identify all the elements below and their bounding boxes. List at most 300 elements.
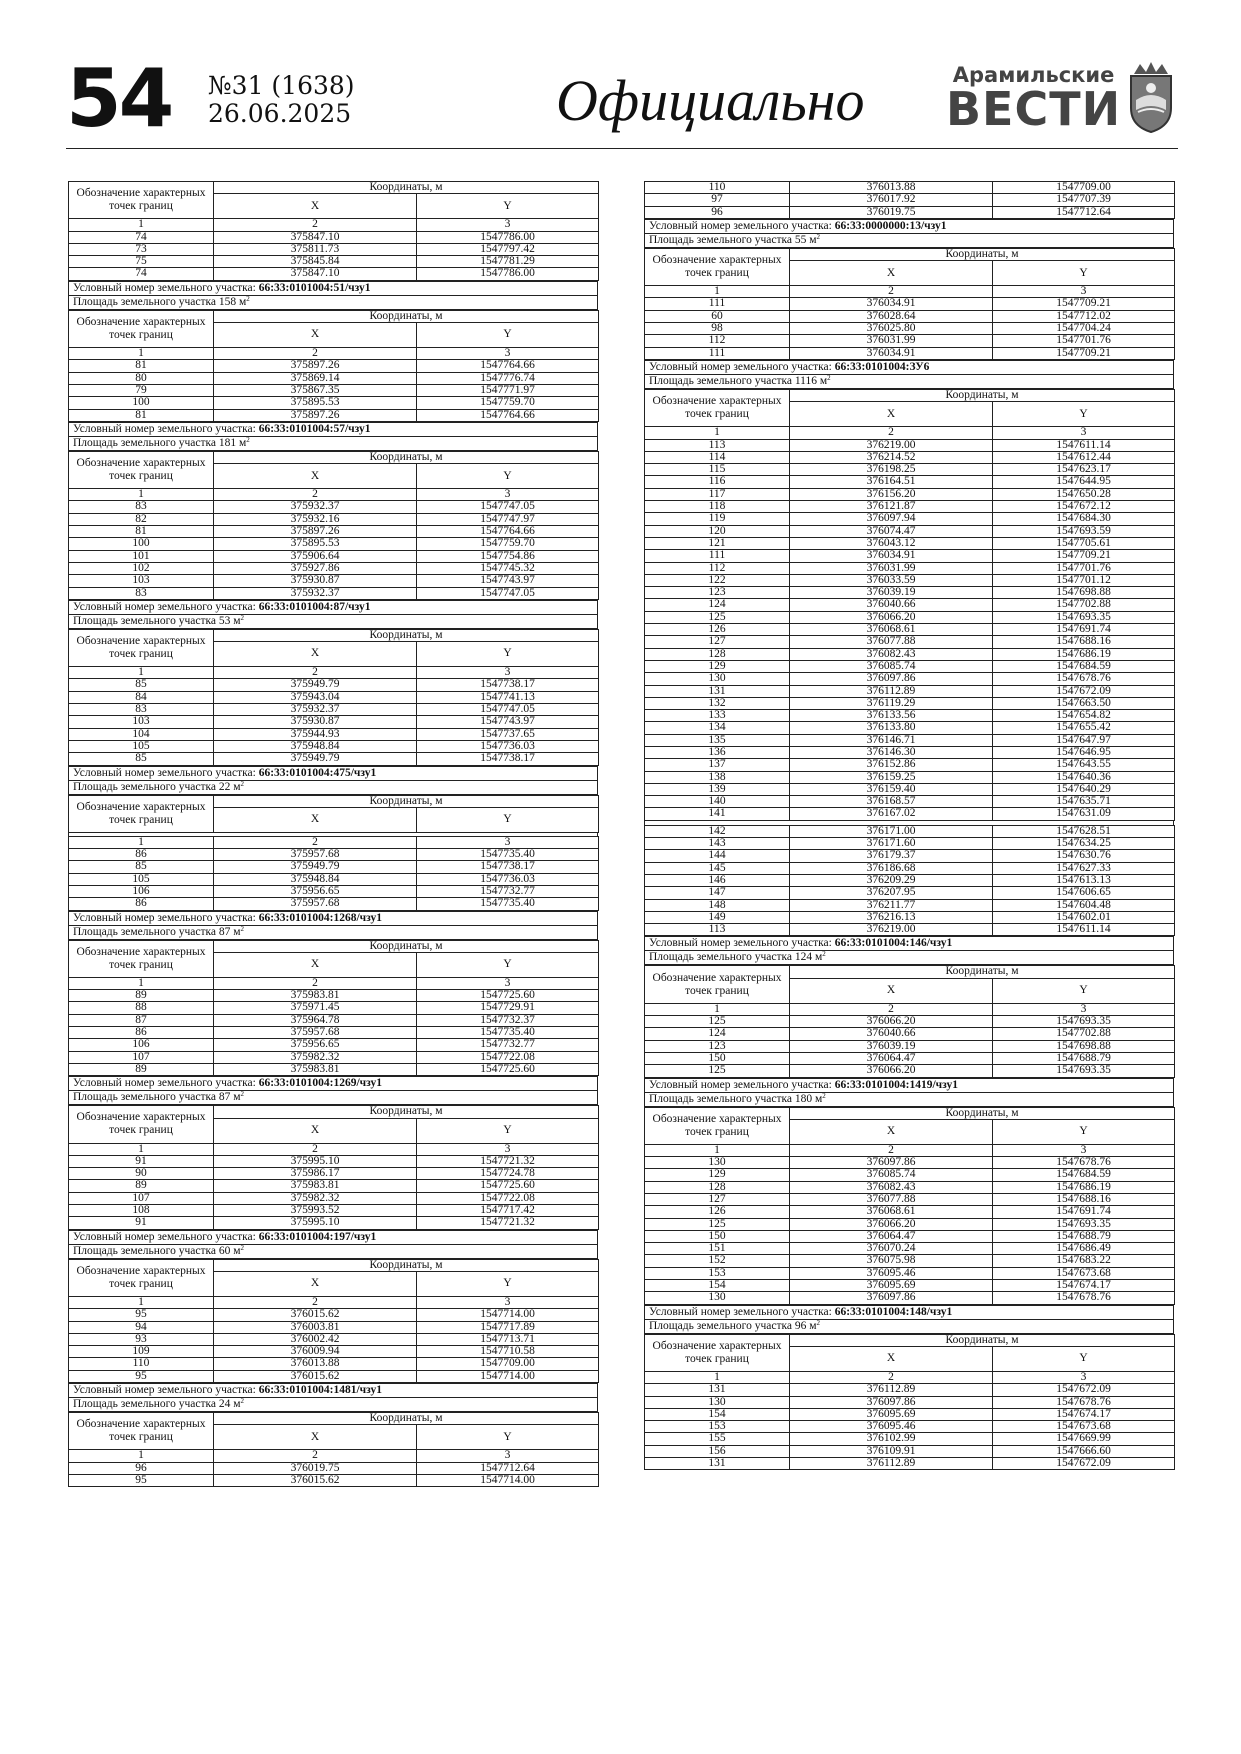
y-coordinate: 1547606.65 [993, 887, 1175, 899]
parcel-area-line [644, 1320, 1174, 1334]
x-coordinate: 376168.57 [790, 796, 993, 808]
parcel-number-line [68, 1076, 598, 1091]
x-coordinate: 376017.92 [790, 194, 993, 206]
table-row [645, 323, 1175, 335]
parcel-number-line [68, 422, 598, 437]
table-row [645, 488, 1175, 500]
point-id: 109 [69, 1346, 214, 1358]
x-coordinate: 375897.26 [214, 360, 417, 372]
issue-number: №31 (1638) [208, 71, 355, 100]
y-coordinate: 1547623.17 [993, 464, 1175, 476]
x-coordinate: 375847.10 [214, 231, 417, 243]
table-row [645, 874, 1175, 886]
coords-header: Координаты, м [790, 1334, 1175, 1346]
y-coordinate: 1547709.00 [417, 1358, 599, 1370]
parcel-number-line [644, 1078, 1174, 1093]
column-number: 2 [214, 1296, 417, 1308]
x-coordinate: 375897.26 [214, 409, 417, 421]
parcel-area-line [68, 1091, 598, 1105]
parcel-number-line [644, 360, 1174, 375]
parcel-number-line [644, 219, 1174, 234]
point-id: 107 [69, 1192, 214, 1204]
parcel-area: Площадь земельного участка 96 м [649, 1319, 817, 1332]
table-row [645, 562, 1175, 574]
y-coordinate: 1547635.71 [993, 796, 1175, 808]
parcel-area: Площадь земельного участка 158 м [73, 295, 247, 308]
table-header-row [69, 1413, 599, 1425]
table-header-row [645, 1334, 1175, 1346]
y-coordinate: 1547686.49 [993, 1243, 1175, 1255]
x-coordinate: 376095.69 [790, 1280, 993, 1292]
coordinates-table [68, 629, 599, 766]
y-coordinate: 1547759.70 [417, 397, 599, 409]
point-id: 91 [69, 1217, 214, 1229]
area-unit-superscript: 2 [827, 374, 831, 382]
point-id: 93 [69, 1333, 214, 1345]
x-coordinate: 375906.64 [214, 550, 417, 562]
point-id: 110 [69, 1358, 214, 1370]
point-id: 103 [69, 716, 214, 728]
column-number: 1 [645, 1371, 790, 1383]
point-id: 127 [645, 636, 790, 648]
column-number: 1 [69, 219, 214, 231]
parcel-area-line [644, 375, 1174, 389]
y-coordinate: 1547797.42 [417, 243, 599, 255]
table-row [645, 1194, 1175, 1206]
coordinates-table [644, 965, 1175, 1077]
x-coordinate: 376095.46 [790, 1267, 993, 1279]
table-row [69, 372, 599, 384]
table-row [645, 734, 1175, 746]
point-id: 138 [645, 771, 790, 783]
point-id: 107 [69, 1051, 214, 1063]
y-coordinate: 1547701.12 [993, 574, 1175, 586]
y-coordinate: 1547650.28 [993, 488, 1175, 500]
parcel-number-line [68, 1383, 598, 1398]
point-id: 86 [69, 1027, 214, 1039]
x-coordinate: 376186.68 [790, 862, 993, 874]
point-id: 125 [645, 1065, 790, 1077]
x-coordinate: 376198.25 [790, 464, 993, 476]
column-number-row [645, 1371, 1175, 1383]
point-id: 148 [645, 899, 790, 911]
points-header: Обозначение характерных точек границ [645, 248, 790, 285]
table-header-row [69, 182, 599, 194]
coords-header: Координаты, м [214, 182, 599, 194]
y-coordinate: 1547741.13 [417, 691, 599, 703]
table-row [69, 728, 599, 740]
coordinates-table [644, 1107, 1175, 1305]
table-row [645, 611, 1175, 623]
coords-header: Координаты, м [214, 795, 599, 807]
table-row [645, 1206, 1175, 1218]
y-coordinate: 1547724.78 [417, 1168, 599, 1180]
column-number: 1 [69, 667, 214, 679]
point-id: 113 [645, 924, 790, 936]
y-coordinate: 1547743.97 [417, 575, 599, 587]
point-id: 152 [645, 1255, 790, 1267]
point-id: 105 [69, 740, 214, 752]
table-row [69, 587, 599, 599]
table-row [645, 194, 1175, 206]
y-coordinate: 1547722.08 [417, 1192, 599, 1204]
point-id: 112 [645, 335, 790, 347]
column-number: 3 [417, 1296, 599, 1308]
table-row [69, 679, 599, 691]
point-id: 83 [69, 587, 214, 599]
y-coordinate: 1547646.95 [993, 746, 1175, 758]
point-id: 80 [69, 372, 214, 384]
point-id: 133 [645, 710, 790, 722]
area-unit-superscript: 2 [240, 1244, 245, 1252]
point-id: 131 [645, 1458, 790, 1470]
table-row [645, 1052, 1175, 1064]
x-coordinate: 376133.80 [790, 722, 993, 734]
point-id: 120 [645, 525, 790, 537]
y-header: Y [417, 1425, 599, 1450]
point-id: 103 [69, 575, 214, 587]
point-id: 86 [69, 898, 214, 910]
point-id: 123 [645, 587, 790, 599]
table-row [645, 1230, 1175, 1242]
y-header: Y [417, 1271, 599, 1296]
parcel-area: Площадь земельного участка 87 м [73, 1091, 241, 1104]
table-row [69, 501, 599, 513]
points-header: Обозначение характерных точек границ [69, 1106, 214, 1143]
table-row [645, 808, 1175, 820]
x-coordinate: 375897.26 [214, 526, 417, 538]
column-number: 1 [69, 836, 214, 848]
y-header: Y [993, 261, 1175, 286]
table-row [645, 501, 1175, 513]
point-id: 60 [645, 310, 790, 322]
parcel-label: Условный номер земельного участка: [649, 219, 835, 232]
y-coordinate: 1547604.48 [993, 899, 1175, 911]
point-id: 84 [69, 691, 214, 703]
area-unit-superscript: 2 [822, 1092, 826, 1100]
y-header: Y [417, 642, 599, 667]
coords-header: Координаты, м [790, 966, 1175, 978]
table-header-row [645, 248, 1175, 260]
y-coordinate: 1547693.35 [993, 1065, 1175, 1077]
point-id: 130 [645, 1292, 790, 1304]
y-coordinate: 1547759.70 [417, 538, 599, 550]
x-coordinate: 376064.47 [790, 1230, 993, 1242]
table-row [645, 862, 1175, 874]
point-id: 91 [69, 1155, 214, 1167]
parcel-area-line [644, 951, 1174, 965]
coords-header: Координаты, м [790, 389, 1175, 401]
x-coordinate: 376171.00 [790, 825, 993, 837]
y-coordinate: 1547786.00 [417, 268, 599, 280]
parcel-number: 66:33:0101004:1419/чзу1 [834, 1078, 959, 1091]
x-coordinate: 376077.88 [790, 1194, 993, 1206]
x-coordinate: 376077.88 [790, 636, 993, 648]
point-id: 124 [645, 599, 790, 611]
point-id: 108 [69, 1205, 214, 1217]
y-coordinate: 1547764.66 [417, 360, 599, 372]
x-coordinate: 376112.89 [790, 685, 993, 697]
x-coordinate: 376028.64 [790, 310, 993, 322]
x-coordinate: 376066.20 [790, 611, 993, 623]
table-row [645, 182, 1175, 194]
x-header: X [214, 1271, 417, 1296]
coordinates-table [644, 248, 1175, 360]
table-row [645, 1384, 1175, 1396]
x-coordinate: 376019.75 [214, 1462, 417, 1474]
y-coordinate: 1547643.55 [993, 759, 1175, 771]
parcel-number-line [68, 1230, 598, 1245]
parcel-area-line [68, 926, 598, 940]
y-coordinate: 1547747.97 [417, 513, 599, 525]
point-id: 100 [69, 397, 214, 409]
parcel-area: Площадь земельного участка 55 м [649, 233, 817, 246]
x-coordinate: 375956.65 [214, 885, 417, 897]
point-id: 82 [69, 513, 214, 525]
y-coordinate: 1547709.21 [993, 347, 1175, 359]
points-header: Обозначение характерных точек границ [69, 795, 214, 832]
y-header: Y [993, 1346, 1175, 1371]
table-row [645, 850, 1175, 862]
y-coordinate: 1547674.17 [993, 1408, 1175, 1420]
parcel-number-line [68, 766, 598, 781]
x-coordinate: 375982.32 [214, 1051, 417, 1063]
x-coordinate: 376068.61 [790, 624, 993, 636]
x-coordinate: 376219.00 [790, 924, 993, 936]
parcel-label: Условный номер земельного участка: [73, 766, 259, 779]
point-id: 156 [645, 1445, 790, 1457]
table-row [645, 513, 1175, 525]
column-number: 2 [214, 219, 417, 231]
x-coordinate: 375867.35 [214, 384, 417, 396]
point-id: 117 [645, 488, 790, 500]
parcel-area-line [68, 296, 598, 310]
y-coordinate: 1547725.60 [417, 1063, 599, 1075]
y-coordinate: 1547709.21 [993, 298, 1175, 310]
column-number: 1 [69, 1450, 214, 1462]
x-coordinate: 376066.20 [790, 1016, 993, 1028]
table-row [645, 1433, 1175, 1445]
y-coordinate: 1547683.22 [993, 1255, 1175, 1267]
column-number: 1 [645, 286, 790, 298]
y-coordinate: 1547764.66 [417, 526, 599, 538]
y-coordinate: 1547732.77 [417, 1039, 599, 1051]
coords-header: Координаты, м [790, 248, 1175, 260]
column-number: 3 [417, 836, 599, 848]
x-coordinate: 376082.43 [790, 1181, 993, 1193]
column-number: 1 [69, 977, 214, 989]
y-coordinate: 1547613.13 [993, 874, 1175, 886]
point-id: 155 [645, 1433, 790, 1445]
y-coordinate: 1547686.19 [993, 1181, 1175, 1193]
point-id: 127 [645, 1194, 790, 1206]
y-coordinate: 1547698.88 [993, 587, 1175, 599]
table-header-row [69, 629, 599, 641]
parcel-number: 66:33:0101004:197/чзу1 [258, 1230, 377, 1243]
x-coordinate: 375930.87 [214, 716, 417, 728]
table-row [69, 704, 599, 716]
x-header: X [790, 261, 993, 286]
x-coordinate: 376216.13 [790, 911, 993, 923]
x-coordinate: 376146.71 [790, 734, 993, 746]
table-row [645, 1421, 1175, 1433]
coordinates-table [68, 181, 599, 281]
points-header: Обозначение характерных точек границ [69, 1413, 214, 1450]
y-coordinate: 1547672.09 [993, 1458, 1175, 1470]
area-unit-superscript: 2 [240, 925, 245, 933]
x-coordinate: 375957.68 [214, 849, 417, 861]
coords-header: Координаты, м [790, 1107, 1175, 1119]
column-number: 3 [417, 667, 599, 679]
column-number: 2 [214, 1450, 417, 1462]
point-id: 100 [69, 538, 214, 550]
point-id: 153 [645, 1421, 790, 1433]
point-id: 85 [69, 753, 214, 765]
y-coordinate: 1547747.05 [417, 501, 599, 513]
point-id: 122 [645, 574, 790, 586]
column-number-row [69, 977, 599, 989]
table-row [69, 575, 599, 587]
points-header: Обозначение характерных точек границ [645, 389, 790, 426]
y-header: Y [417, 464, 599, 489]
x-coordinate: 375927.86 [214, 562, 417, 574]
table-row [645, 1016, 1175, 1028]
point-id: 104 [69, 728, 214, 740]
x-coordinate: 376040.66 [790, 1028, 993, 1040]
column-number: 2 [214, 836, 417, 848]
column-number: 1 [69, 348, 214, 360]
column-number: 2 [214, 1143, 417, 1155]
point-id: 150 [645, 1052, 790, 1064]
x-coordinate: 376119.29 [790, 697, 993, 709]
table-row [645, 722, 1175, 734]
y-coordinate: 1547678.76 [993, 1396, 1175, 1408]
parcel-number-line [68, 600, 598, 615]
parcel-label: Условный номер земельного участка: [73, 281, 259, 294]
point-id: 121 [645, 537, 790, 549]
table-row [69, 849, 599, 861]
point-id: 73 [69, 243, 214, 255]
table-row [69, 861, 599, 873]
area-unit-superscript: 2 [822, 951, 826, 959]
table-row [645, 825, 1175, 837]
table-row [645, 783, 1175, 795]
table-row [69, 1155, 599, 1167]
point-id: 112 [645, 562, 790, 574]
table-header-row [69, 940, 599, 952]
parcel-label: Условный номер земельного участка: [73, 911, 259, 924]
table-row [645, 439, 1175, 451]
y-coordinate: 1547654.82 [993, 710, 1175, 722]
column-number: 3 [417, 489, 599, 501]
coat-of-arms-icon [1126, 60, 1176, 134]
table-row [69, 1063, 599, 1075]
x-coordinate: 375895.53 [214, 397, 417, 409]
y-coordinate: 1547672.09 [993, 685, 1175, 697]
y-coordinate: 1547686.19 [993, 648, 1175, 660]
parcel-area-line [68, 1398, 598, 1412]
column-number: 1 [645, 427, 790, 439]
y-coordinate: 1547678.76 [993, 1292, 1175, 1304]
point-id: 98 [645, 323, 790, 335]
x-coordinate: 376015.62 [214, 1309, 417, 1321]
coordinates-table [68, 1259, 599, 1383]
point-id: 106 [69, 1039, 214, 1051]
point-id: 95 [69, 1474, 214, 1486]
parcel-area: Площадь земельного участка 181 м [73, 436, 247, 449]
x-coordinate: 376082.43 [790, 648, 993, 660]
x-coordinate: 376040.66 [790, 599, 993, 611]
column-number-row [69, 489, 599, 501]
area-unit-superscript: 2 [240, 780, 245, 788]
table-row [69, 1333, 599, 1345]
table-row [645, 298, 1175, 310]
point-id: 89 [69, 990, 214, 1002]
x-coordinate: 375995.10 [214, 1217, 417, 1229]
point-id: 90 [69, 1168, 214, 1180]
x-coordinate: 376031.99 [790, 335, 993, 347]
table-row [69, 753, 599, 765]
y-coordinate: 1547712.64 [417, 1462, 599, 1474]
point-id: 102 [69, 562, 214, 574]
column-number-row [69, 1450, 599, 1462]
y-coordinate: 1547612.44 [993, 451, 1175, 463]
page-header [66, 52, 1178, 148]
coordinates-table [68, 940, 599, 1077]
x-coordinate: 375948.84 [214, 740, 417, 752]
table-row [645, 574, 1175, 586]
table-row [645, 347, 1175, 359]
column-number-row [69, 219, 599, 231]
table-row [69, 873, 599, 885]
point-id: 96 [645, 206, 790, 218]
table-row [645, 838, 1175, 850]
point-id: 129 [645, 1169, 790, 1181]
y-coordinate: 1547732.77 [417, 885, 599, 897]
x-coordinate: 375957.68 [214, 1027, 417, 1039]
y-coordinate: 1547684.59 [993, 1169, 1175, 1181]
y-coordinate: 1547714.00 [417, 1370, 599, 1382]
table-row [645, 759, 1175, 771]
table-row [645, 1445, 1175, 1457]
parcel-area-line [68, 437, 598, 451]
table-row [69, 740, 599, 752]
table-row [645, 599, 1175, 611]
y-coordinate: 1547693.59 [993, 525, 1175, 537]
x-coordinate: 376075.98 [790, 1255, 993, 1267]
x-coordinate: 376219.00 [790, 439, 993, 451]
x-coordinate: 375930.87 [214, 575, 417, 587]
y-coordinate: 1547644.95 [993, 476, 1175, 488]
y-coordinate: 1547688.79 [993, 1230, 1175, 1242]
parcel-area: Площадь земельного участка 53 м [73, 614, 241, 627]
y-coordinate: 1547725.60 [417, 1180, 599, 1192]
table-row [69, 1002, 599, 1014]
table-row [645, 1157, 1175, 1169]
column-number: 1 [645, 1003, 790, 1015]
table-row [645, 673, 1175, 685]
point-id: 101 [69, 550, 214, 562]
table-header-row [69, 310, 599, 322]
table-row [69, 1051, 599, 1063]
parcel-label: Условный номер земельного участка: [649, 1305, 835, 1318]
y-coordinate: 1547709.21 [993, 550, 1175, 562]
point-id: 79 [69, 384, 214, 396]
y-coordinate: 1547655.42 [993, 722, 1175, 734]
column-number-row [69, 1143, 599, 1155]
point-id: 125 [645, 1016, 790, 1028]
table-row [69, 898, 599, 910]
